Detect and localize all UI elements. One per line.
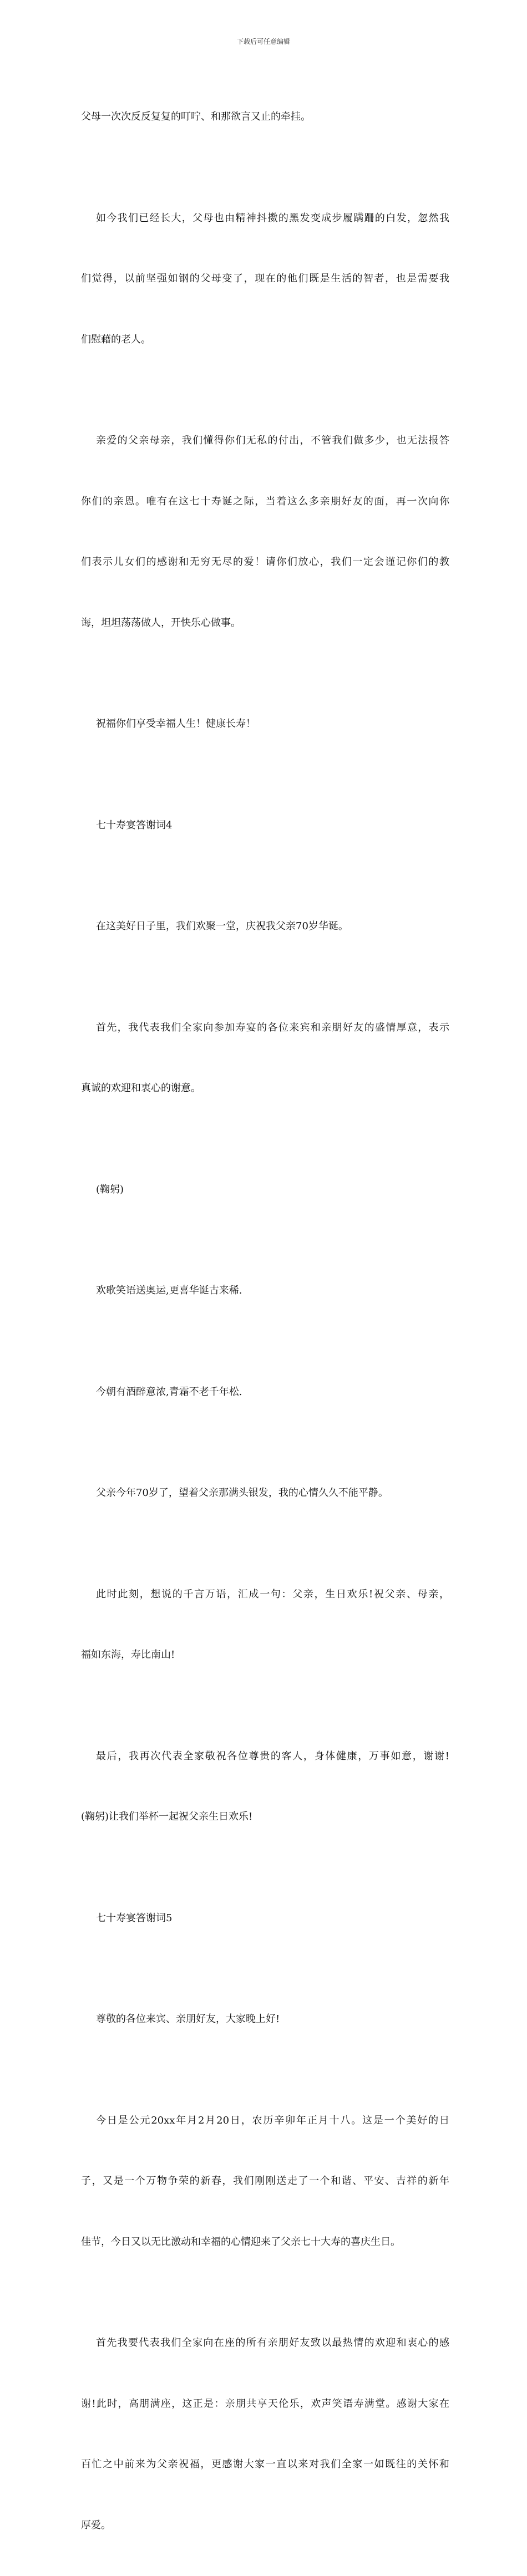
paragraph-3: [81, 390, 449, 674]
text-line: 七十寿宴答谢词4: [96, 819, 173, 831]
text-line: 首先，我代表我们全家向参加寿宴的各位来宾和亲朋好友的盛情厚意，表示: [96, 1021, 449, 1034]
paragraph-2: [81, 168, 449, 391]
paragraph-16: [81, 2070, 449, 2293]
paragraph-1: [81, 67, 449, 168]
text-line: 祝福你们享受幸福人生！健康长寿！: [96, 718, 256, 730]
text-line: 七十寿宴答谢词5: [96, 1912, 173, 1924]
text-line: 首先我要代表我们全家向在座的所有亲朋好友致以最热情的欢迎和衷心的感: [96, 2337, 449, 2349]
paragraph-10: [81, 1342, 449, 1443]
text-line: 诲，坦坦荡荡做人，开快乐心做事。: [81, 617, 241, 629]
text-line: 谢!此时，高朋满座，这正是：亲朋共享天伦乐，欢声笑语寿满堂。感谢大家在: [81, 2397, 449, 2410]
text-line: 亲爱的父亲母亲，我们懂得你们无私的付出，不管我们做多少，也无法报答: [96, 435, 449, 446]
text-line: 厚爱。: [81, 2519, 111, 2531]
text-line: 百忙之中前来为父亲祝福，更感谢大家一直以来对我们全家一如既往的关怀和: [81, 2458, 449, 2470]
text-line: 父母一次次反反复复的叮咛、和那欲言又止的牵挂。: [81, 111, 311, 123]
text-line: 们表示儿女们的感谢和无穷无尽的爱！请你们放心，我们一定会谨记你们的教: [81, 556, 449, 568]
paragraph-11: [81, 1443, 449, 1544]
paragraph-6: [81, 876, 449, 978]
text-line: 们慰藉的老人。: [81, 333, 151, 345]
paragraph-9: [81, 1240, 449, 1342]
text-line: 欢歌笑语送奥运,更喜华诞古来稀.: [96, 1285, 242, 1296]
paragraph-4: [81, 674, 449, 775]
paragraph-12: [81, 1544, 449, 1706]
page-header: 下载后可任意编辑: [236, 38, 290, 45]
text-line: 们觉得，以前坚强如钢的父母变了，现在的他们既是生活的智者，也是需要我: [81, 273, 449, 284]
text-line: 子，又是一个万物争荣的新春，我们刚刚送走了一个和谐、平安、吉祥的新年: [81, 2175, 449, 2187]
paragraph-17: [81, 2293, 449, 2576]
text-line: 在这美好日子里，我们欢聚一堂，庆祝我父亲70岁华诞。: [96, 920, 348, 932]
section-heading-4: [81, 775, 449, 877]
paragraph-15: [81, 1969, 449, 2070]
section-heading-5: [81, 1868, 449, 1969]
text-line: 此时此刻，想说的千言万语，汇成一句：父亲，生日欢乐!祝父亲、母亲，: [96, 1588, 449, 1600]
paragraph-8: [81, 1139, 449, 1241]
text-line: 你们的亲恩。唯有在这七十寿诞之际，当着这么多亲朋好友的面，再一次向你: [81, 495, 449, 507]
paragraph-7: [81, 978, 449, 1139]
text-line: 佳节，今日又以无比激动和幸福的心情迎来了父亲七十大寿的喜庆生日。: [81, 2236, 401, 2248]
text-line: 真诚的欢迎和衷心的谢意。: [81, 1082, 201, 1094]
text-line: 福如东海，寿比南山!: [81, 1649, 175, 1661]
text-line: (鞠躬)让我们举杯一起祝父亲生日欢乐!: [81, 1811, 253, 1822]
text-line: 如今我们已经长大，父母也由精神抖擞的黑发变成步履蹒跚的白发，忽然我: [96, 212, 449, 224]
document-body: [81, 67, 449, 2576]
text-line: 尊敬的各位来宾、亲朋好友，大家晚上好!: [96, 2013, 280, 2025]
text-line: 父亲今年70岁了，望着父亲那满头银发，我的心情久久不能平静。: [96, 1487, 388, 1499]
text-line: (鞠躬): [96, 1183, 124, 1195]
text-line: 最后，我再次代表全家敬祝各位尊贵的客人，身体健康，万事如意，谢谢!: [96, 1750, 449, 1762]
text-line: 今日是公元20xx年月2月20日，农历辛卯年正月十八。这是一个美好的日: [96, 2114, 449, 2126]
text-line: 今朝有酒醉意浓,青霜不老千年松.: [96, 1386, 242, 1398]
paragraph-13: [81, 1706, 449, 1868]
